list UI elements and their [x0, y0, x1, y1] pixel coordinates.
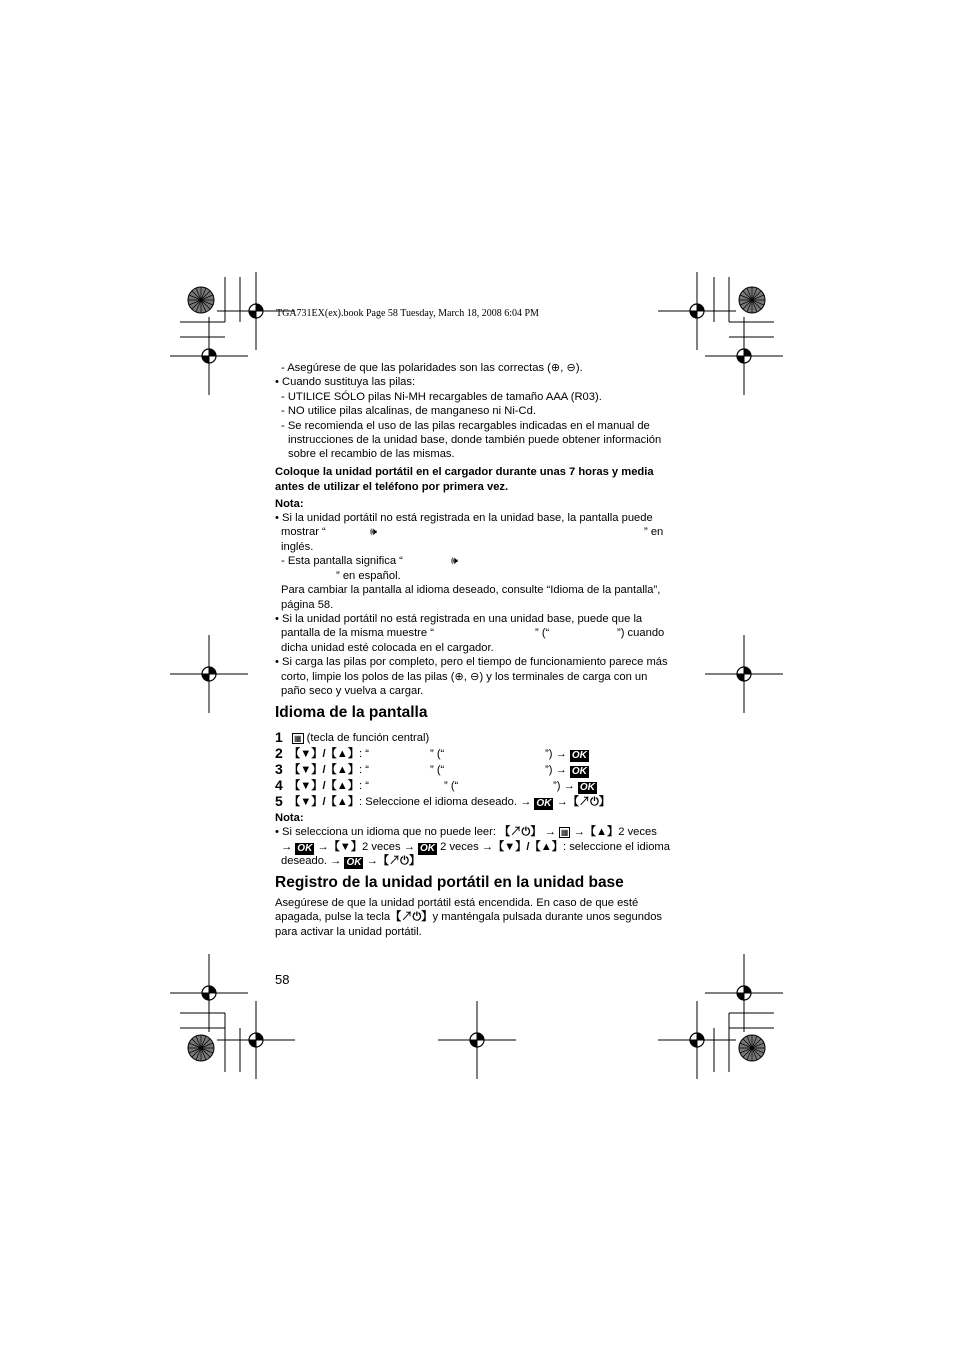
step-4-end-quote: ”) → — [553, 780, 575, 792]
step-2 — [289, 747, 369, 761]
registro-line2 — [275, 910, 662, 924]
step-5-text: : Seleccione el idioma deseado. → — [359, 796, 532, 808]
arrow-icon: → — [481, 841, 493, 853]
arrow-icon: → — [330, 855, 342, 867]
nota2-line3-text: deseado. — [281, 855, 328, 867]
charge-notice-line-2: antes de utilizar el teléfono por primera vez. — [275, 481, 509, 493]
section-title-idioma: Idioma de la pantalla — [275, 704, 428, 721]
battery-do-not-use-line: - NO utilice pilas alcalinas, de manganeso ni Ni-Cd. — [281, 405, 536, 417]
battery-recommend-line: - Se recomienda el uso de las pilas recargables indicadas en el manual de — [281, 420, 650, 432]
nota-title: Nota: — [275, 812, 304, 824]
registro-line2b: y manténgala pulsada durante unos segundos — [432, 911, 663, 923]
battery-recommend-line-2: instrucciones de la unidad base, donde también puede obtener información — [288, 434, 662, 446]
registro-line1: Asegúrese de que la unidad portátil está encendida. En caso de que esté — [275, 897, 639, 909]
battery-recommend-line-3: sobre el recambio de las mismas. — [288, 448, 455, 460]
book-header: TGA731EX(ex).book Page 58 Tuesday, March 18, 2008 6:04 PM — [276, 308, 539, 319]
page-number: 58 — [275, 972, 290, 987]
arrow-icon: → — [281, 841, 293, 853]
up-key-icon: 【▲】 — [584, 826, 619, 838]
nav-keys: 【▼】/【▲】 — [289, 796, 360, 808]
arrow-icon: → — [403, 841, 415, 853]
nota1-bullet1-line7: página 58. — [281, 599, 334, 611]
section-title-registro: Registro de la unidad portátil en la unidad base — [275, 874, 624, 891]
nota1-bullet3-line2: corto, limpie los polos de las pilas (⊕, ⊖) y los terminales de carga con un — [281, 671, 648, 683]
nota1-bullet3-line3: paño seco y vuelva a cargar. — [281, 685, 424, 697]
nav-keys: 【▼】/【▲】 — [492, 841, 563, 853]
nota2-line2-veces-2: 2 veces — [440, 841, 479, 853]
step-3-mid: ” (“ — [430, 764, 445, 776]
step-3-end — [545, 763, 589, 778]
nota1-bullet2-line2b: ” (“ — [535, 627, 550, 639]
step-3-quote-open: : “ — [359, 764, 369, 776]
step-number: 2 — [275, 745, 283, 761]
ok-key-icon: OK — [346, 857, 362, 868]
ok-key-icon: OK — [536, 798, 552, 809]
off-key-icon: 【↗⏻】 — [390, 911, 433, 923]
nota2-line2-text: : seleccione el idioma — [563, 841, 670, 853]
step-3 — [289, 763, 369, 777]
nota1-bullet1-line6: Para cambiar la pantalla al idioma deseado, consulte “Idioma de la pantalla”, — [281, 584, 661, 596]
ok-key-icon: OK — [420, 843, 436, 854]
nav-keys: 【▼】/【▲】 — [289, 780, 360, 792]
step-2-quote-open: : “ — [359, 748, 369, 760]
nota1-bullet3-line1: • Si carga las pilas por completo, pero el tiempo de funcionamiento parece más — [275, 656, 668, 668]
nota1-bullet1-line2a: mostrar “ — [281, 526, 326, 538]
ok-key-icon: OK — [571, 766, 587, 777]
nota1-bullet1-line3: inglés. — [281, 541, 314, 553]
battery-polarity-line: - Asegúrese de que las polaridades son las correctas (⊕, ⊖). — [281, 362, 583, 374]
nota1-bullet2-line1: • Si la unidad portátil no está registrada en una unidad base, puede que la — [275, 613, 643, 625]
step-4 — [289, 779, 369, 793]
off-key-icon: 【↗⏻】 — [377, 855, 421, 867]
step-3-end-quote: ”) → — [545, 764, 567, 776]
nota1-bullet1-line2b: ” en — [644, 526, 664, 538]
nota2-line1-veces: 2 veces — [618, 826, 657, 838]
step-number: 3 — [275, 761, 283, 777]
step-number: 1 — [275, 729, 283, 745]
nota1-bullet1-line5: ” en español. — [336, 570, 401, 582]
step-5 — [289, 795, 610, 810]
step-1-text: (tecla de función central) — [306, 732, 430, 744]
menu-key-icon: ▦ — [294, 734, 302, 743]
down-key-icon: 【▼】 — [328, 841, 363, 853]
nota2-line3 — [281, 854, 420, 869]
ok-key-icon: OK — [579, 782, 595, 793]
nota2-line1-text: • Si selecciona un idioma que no puede leer: — [275, 826, 496, 838]
registro-line3: para activar la unidad portátil. — [275, 926, 422, 938]
nota1-bullet1-line4: - Esta pantalla significa “ — [281, 555, 403, 567]
nota1-bullet2-line2c: ”) cuando — [617, 627, 665, 639]
step-4-mid: ” (“ — [444, 780, 459, 792]
nota2-line2-veces: 2 veces — [362, 841, 401, 853]
ok-key-icon: OK — [297, 843, 313, 854]
charge-notice-line-1: Coloque la unidad portátil en el cargador durante unas 7 horas y media — [275, 466, 654, 478]
nota2-line2 — [281, 840, 670, 855]
step-2-mid: ” (“ — [430, 748, 445, 760]
signal-icon: 🕪 — [370, 526, 378, 538]
step-2-end-quote: ”) → — [545, 748, 567, 760]
ok-key-icon: OK — [571, 750, 587, 761]
nav-keys: 【▼】/【▲】 — [289, 748, 360, 760]
step-number: 4 — [275, 777, 283, 793]
battery-use-only-line: - UTILICE SÓLO pilas Ni-MH recargables de tamaño AAA (R03). — [281, 391, 602, 403]
registro-line2a: apagada, pulse la tecla — [275, 911, 391, 923]
arrow-icon: → — [573, 826, 585, 838]
menu-key-icon: ▦ — [560, 828, 569, 837]
arrow-icon: → — [366, 855, 378, 867]
nota-title: Nota: — [275, 498, 304, 510]
step-1 — [292, 731, 429, 745]
step-number: 5 — [275, 793, 283, 809]
battery-replace-bullet: • Cuando sustituya las pilas: — [275, 376, 416, 388]
off-key-icon: 【↗⏻】 — [567, 796, 611, 808]
arrow-icon: → — [544, 826, 556, 838]
nota1-bullet2-line2a: pantalla de la misma muestre “ — [281, 627, 434, 639]
step-2-end — [545, 747, 589, 762]
nota1-bullet2-line3: dicha unidad esté colocada en el cargador. — [281, 642, 494, 654]
step-4-end — [553, 779, 597, 794]
arrow-icon: → — [317, 841, 329, 853]
step-4-quote-open: : “ — [359, 780, 369, 792]
signal-icon: 🕪 — [451, 555, 459, 567]
nota1-bullet1-line1: • Si la unidad portátil no está registrada en la unidad base, la pantalla puede — [275, 512, 653, 524]
nota2-line1 — [275, 825, 657, 839]
off-key-icon: 【↗⏻】 — [499, 826, 542, 838]
nav-keys: 【▼】/【▲】 — [289, 764, 360, 776]
arrow-icon: → — [556, 796, 568, 808]
